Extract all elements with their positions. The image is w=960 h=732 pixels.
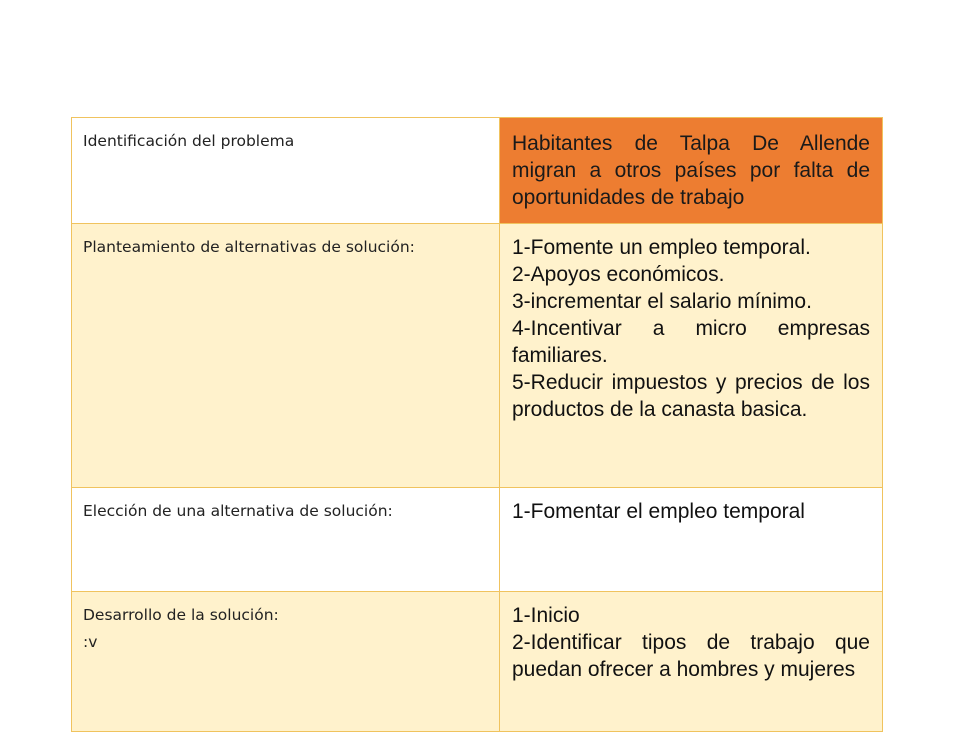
- label-alternatives: Planteamiento de alternativas de solución:: [72, 224, 500, 488]
- chosen-alternative-text: 1-Fomentar el empleo temporal: [512, 500, 805, 523]
- development-step-1: 1-Inicio: [512, 604, 580, 627]
- development-step-2: 2-Identificar tipos de trabajo que puedan ofrecer a hombres y mujeres: [512, 631, 870, 681]
- table-row-development: [72, 592, 883, 732]
- table-row-alternatives: [72, 224, 883, 488]
- problem-solving-table: [71, 117, 883, 732]
- label-development-title: Desarrollo de la solución:: [83, 606, 279, 624]
- alternative-item-2: 2-Apoyos económicos.: [512, 263, 725, 286]
- value-problem-statement: [500, 118, 883, 224]
- value-chosen-alternative: [500, 488, 883, 592]
- label-choice: Elección de una alternativa de solución:: [72, 488, 500, 592]
- alternative-item-4: 4-Incentivar a micro empresas familiares.: [512, 317, 870, 367]
- table-row-choice: [72, 488, 883, 592]
- label-development-note: :v: [83, 633, 98, 651]
- alternative-item-5: 5-Reducir impuestos y precios de los productos de la canasta basica.: [512, 371, 870, 421]
- alternative-item-1: 1-Fomente un empleo temporal.: [512, 236, 811, 259]
- table-row-problem: [72, 118, 883, 224]
- alternative-item-3: 3-incrementar el salario mínimo.: [512, 290, 812, 313]
- label-problem-identification: Identificación del problema: [72, 118, 500, 224]
- problem-statement-text: Habitantes de Talpa De Allende migran a otros países por falta de oportunidades de trabajo: [512, 132, 870, 209]
- label-development: [72, 592, 500, 732]
- value-alternatives-list: [500, 224, 883, 488]
- value-development-steps: [500, 592, 883, 732]
